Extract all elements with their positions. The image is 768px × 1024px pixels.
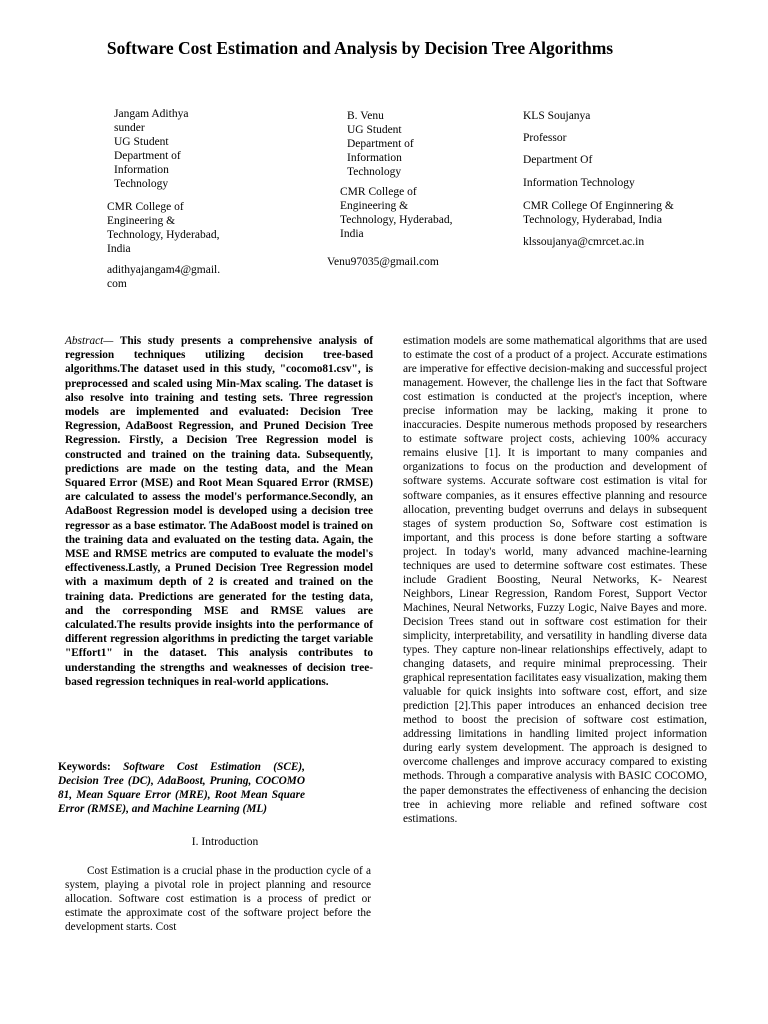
author-1-email-line-2: com (107, 278, 127, 290)
author-3-affiliation-line-1: CMR College Of Enginnering & (523, 200, 674, 212)
keywords-label: Keywords: (58, 761, 111, 773)
author-3-dept-line-2: Information Technology (523, 177, 635, 189)
author-1-name-block (114, 107, 224, 191)
abstract (65, 334, 373, 689)
author-1-name-line-1: Jangam Adithya (114, 108, 189, 120)
author-2-affiliation-line-1: CMR College of (340, 186, 417, 198)
intro-paragraph-left: Cost Estimation is a crucial phase in the production cycle of a system, playing a pivotal role in project planning and resource allocation. Software cost estimation is a process of predict or estimate the approximate cost of the software project before the development starts. Cost (65, 865, 371, 933)
author-2-affiliation-line-3: Technology, Hyderabad, (340, 214, 453, 226)
author-3-email: klssoujanya@cmrcet.ac.in (523, 236, 645, 248)
author-1-email (107, 263, 247, 291)
author-2-affiliation-line-2: Engineering & (340, 200, 409, 212)
keywords-text: Software Cost Estimation (SCE), Decision Tree (DC), AdaBoost, Pruning, COCOMO 81, Mean Square Error (MRE), Root Mean Square Error (RMSE), and Machine Learning (ML) (58, 761, 305, 815)
author-1-affiliation-line-4: India (107, 243, 131, 255)
author-1-dept-line-2: Information (114, 164, 169, 176)
author-2-name: B. Venu (347, 110, 384, 122)
author-1-email-line-1: adithyajangam4@gmail. (107, 264, 221, 276)
section-heading: I. Introduction (191, 836, 259, 848)
author-2-email: Venu97035@gmail.com (327, 256, 439, 268)
intro-paragraph-right: estimation models are some mathematical algorithms that are used to estimate the cost of a product of a project. Accurate estimations are imperative for effective decision-making and successful project management. However, the challenge lies in the fact that Software cost estimation is conducted at the project's inception, where precise information may be lacking, making it prone to inaccuracies. Despite numerous methods proposed by researchers to estimate software project costs, achieving 100% accuracy remains elusive [1]. It is important to many companies and organizations to focus on the production and development of software systems. Accurate software cost estimation is vital for software companies, as it ensures effective planning and resource allocation, preventing budget overruns and delays in subsequent stages of system production So, Software cost estimation is important, and this process is done before starting a software project. In today's world, many advanced machine-learning techniques are used to determine software cost estimates. These include Gradient Boosting, Neural Networks, K- Nearest Neighbors, Linear Regression, Random Forest, Support Vector Machines, Neural Networks, Fuzzy Logic, Naive Bayes and more. Decision Trees stand out in software cost estimation for their simplicity, interpretability, and versatility in handling diverse data types. They capture non-linear relationships effectively, adapt to changing datasets, and require minimal preprocessing. Their graphical representation facilitates easy visualization, making them valuable for quick insights into software cost, effort, and size prediction [2].This paper introduces an enhanced decision tree method to boost the precision of software cost estimation, addressing limitations in handling limited project information during early system development. The approach is designed to overcome challenges and improve accuracy compared to existing methods. Through a comparative analysis with BASIC COCOMO, the paper demonstrates the effectiveness of enhancing the decision tree in achieving more reliable and refined software cost estimations. (403, 335, 707, 825)
author-1-dept-line-1: Department of (114, 150, 181, 162)
author-2-dept-line-1: Department of (347, 138, 414, 150)
paper-title: Software Cost Estimation and Analysis by Decision Tree Algorithms (106, 38, 614, 58)
abstract-text: This study presents a comprehensive analysis of regression techniques utilizing decision tree-based algorithms.The dataset used in this study, "cocomo81.csv", is preprocessed and scaled using Min-Max scaling. The dataset is also resolve into training and testing sets. Three regression models are implemented and evaluated: Decision Tree Regression, AdaBoost Regression, and Pruned Decision Tree Regression. Firstly, a Decision Tree Regression model is constructed and trained on the training data. Subsequently, predictions are made on the testing data, and the Mean Squared Error (MSE) and Root Mean Squared Error (RMSE) are calculated to assess the model's performance.Secondly, an AdaBoost Regression model is developed using a decision tree regressor as a base estimator. The AdaBoost model is trained on the training data and evaluated on the testing data. Again, the MSE and RMSE metrics are computed to evaluate the model's effectiveness.Lastly, a Pruned Decision Tree Regression model with a maximum depth of 2 is created and trained on the training data. Predictions are generated for the testing data, and the corresponding MSE and RMSE values are calculated.The results provide insights into the performance of different regression algorithms in predicting the target variable "Effort1" in the dataset. This analysis contributes to understanding the strengths and weaknesses of decision tree-based regression techniques in real-world applications. (65, 335, 373, 688)
author-1-affiliation (107, 200, 247, 256)
author-2-affiliation-line-4: India (340, 228, 364, 240)
author-1-role: UG Student (114, 136, 169, 148)
author-2-name-block (347, 109, 457, 179)
author-3-dept-line-1: Department Of (523, 154, 593, 166)
author-1-dept-line-3: Technology (114, 178, 169, 190)
author-1-name-line-2: sunder (114, 122, 145, 134)
author-2-role: UG Student (347, 124, 402, 136)
author-2-dept-line-3: Technology (347, 166, 402, 178)
author-2-affiliation (340, 185, 480, 241)
author-1-affiliation-line-2: Engineering & (107, 215, 176, 227)
author-3-role: Professor (523, 132, 567, 144)
keywords (58, 760, 305, 816)
abstract-label: Abstract— (65, 335, 114, 347)
author-1-affiliation-line-3: Technology, Hyderabad, (107, 229, 220, 241)
author-1-affiliation-line-1: CMR College of (107, 201, 184, 213)
author-3-name: KLS Soujanya (523, 110, 591, 122)
author-3-affiliation (523, 199, 743, 227)
author-3-affiliation-line-2: Technology, Hyderabad, India (523, 214, 662, 226)
author-2-dept-line-2: Information (347, 152, 402, 164)
